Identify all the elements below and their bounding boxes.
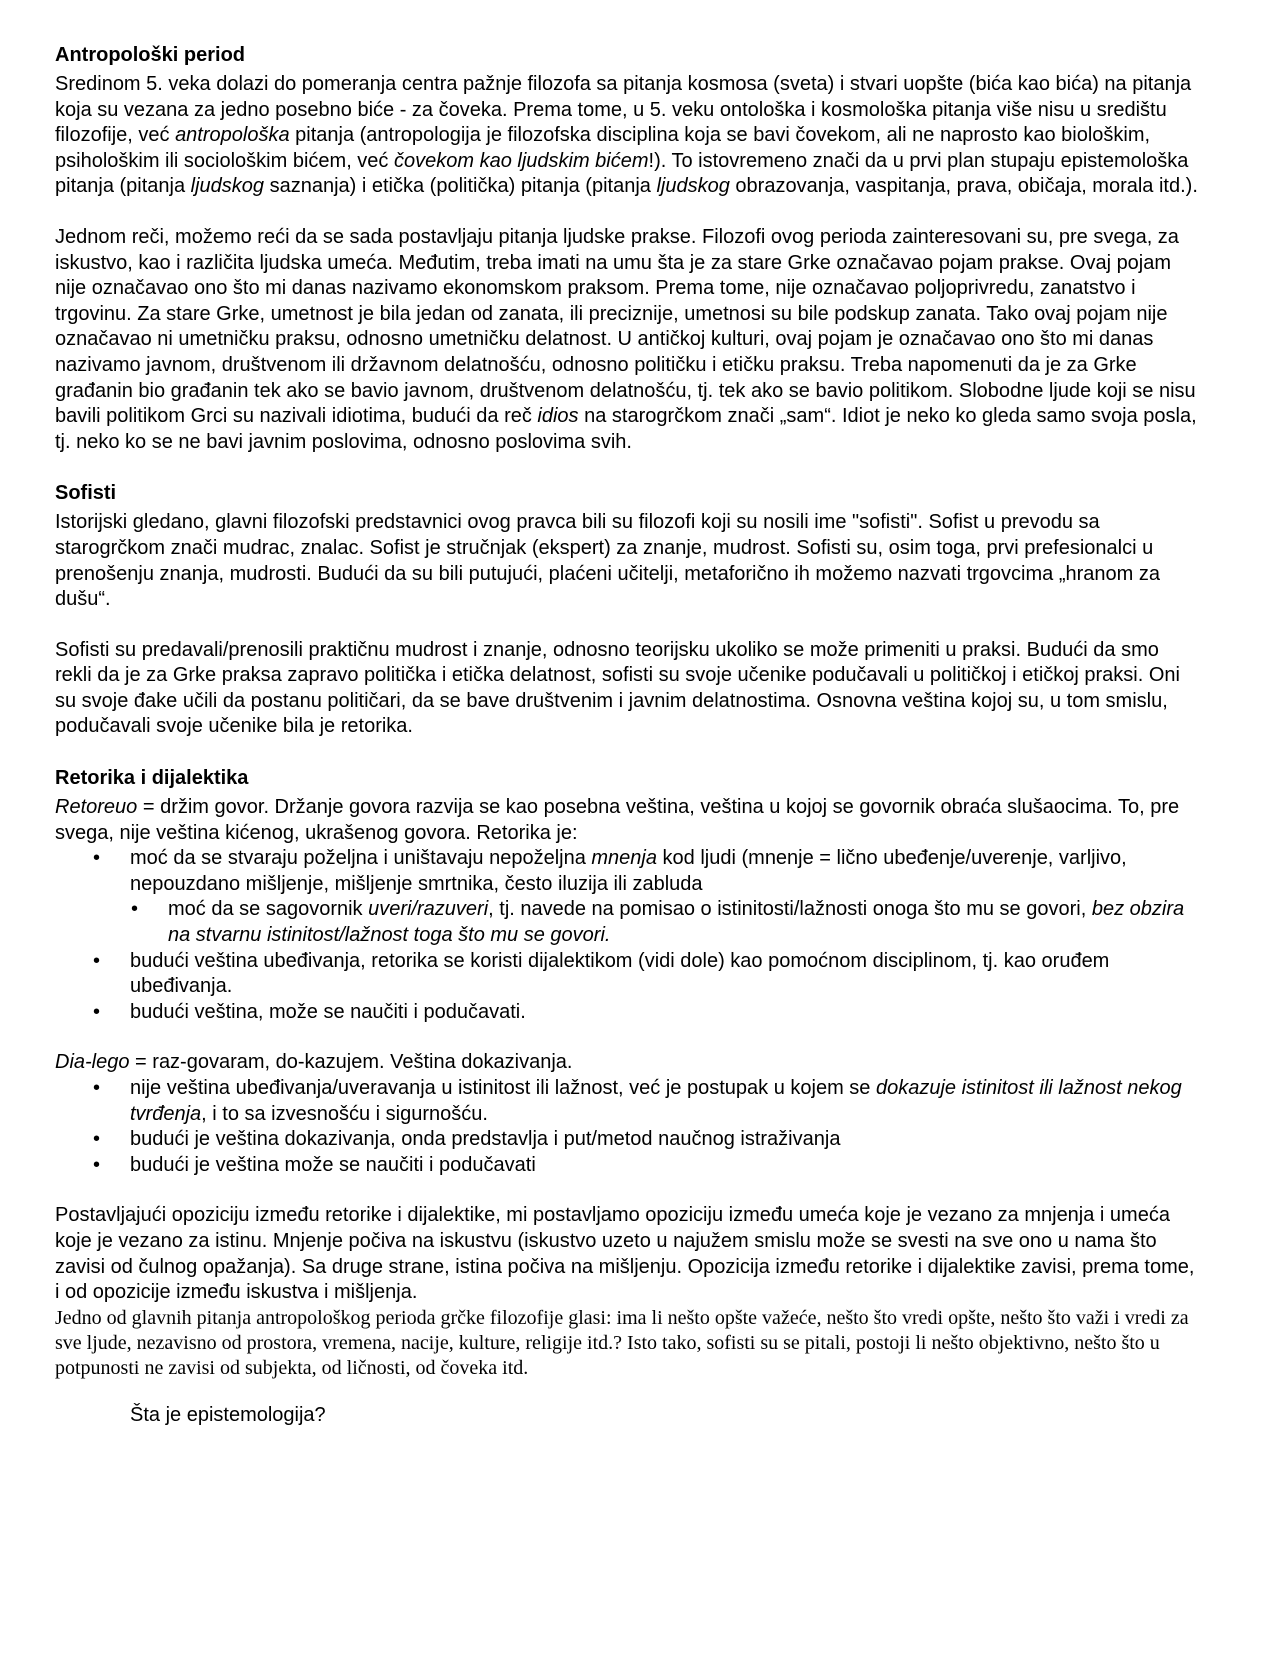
list-item xyxy=(55,1076,1200,1127)
text-run: nije veština ubeđivanja/uveravanja u istinitost ili lažnost, već je postupak u kojem se xyxy=(130,1077,876,1099)
list-item: • budući veština, može se naučiti i podučavati. xyxy=(55,1000,1200,1026)
italic-run: bez obzira na stvarnu istinitost/lažnost toga što mu se govori. xyxy=(168,898,1185,947)
text-run: moć da se stvaraju poželjna i uništavaju nepoželjna xyxy=(130,847,592,870)
text-run: saznanja) i etička (politička) pitanja (pitanja xyxy=(264,175,657,198)
list-item xyxy=(55,846,1200,897)
italic-run: Retoreuo xyxy=(55,796,138,819)
text-run: = držim govor. Držanje govora razvija se kao posebna veština, veština u kojoj se govornik obraća slušaocima. To, pre svega, nije veština kićenog, ukrašenog govora. Retorika je: xyxy=(55,796,1180,844)
text-run: obrazovanja, vaspitanja, prava, običaja, morala itd.). xyxy=(729,175,1198,198)
italic-run: idios xyxy=(537,405,579,428)
italic-run: mnenja xyxy=(591,847,657,870)
text-run: moć da se sagovornik xyxy=(168,898,369,921)
italic-run: Dia-lego xyxy=(55,1051,130,1074)
text-run: na starogrčkom znači „sam“. Idiot je neko ko gleda samo svoja posla, tj. neko ko se ne bavi javnim poslovima, odnosno poslovima svih. xyxy=(55,405,1197,453)
italic-run: ljudskog xyxy=(656,175,730,198)
italic-run: dokazuje istinitost ili lažnost nekog tvrđenja xyxy=(130,1077,1182,1125)
question-epistemologija: Šta je epistemologija? xyxy=(130,1403,326,1426)
italic-run: uveri/razuveri xyxy=(368,898,489,921)
list-item: • budući je veština može se naučiti i podučavati xyxy=(55,1153,1200,1179)
italic-run: antropološka xyxy=(175,124,290,147)
text-run: Jednom reči, možemo reći da se sada postavljaju pitanja ljudske prakse. Filozofi ovog perioda zainteresovani su, pre svega, za iskustvo, kao i različita ljudska umeća. Međutim, treba imati na umu šta je za stare Grke označavao pojam prakse. Ovaj pojam nije označavao ono što mi danas nazivamo ekonomskom praksom. Prema tome, nije označavao poljoprivredu, zanatstvo i trgovinu. Za stare Grke, umetnost je bila jedan od zanata, ili preciznije, umetnosi su bile podskup zanata. Tako ovaj pojam nije označavao ni umetničku praksu, odnosno umetničku delatnost. U antičkoj kulturi, ovaj pojam je označavao ono što mi danas nazivamo javnom, društvenom ili državnom delatnošću, odnosno političku i etičku praksu. Treba napomenuti da je za Grke građanin bio građanin tek ako se bavio javnom, društvenom delatnošću, tj. tek ako se bavio politikom. Slobodne ljude koji se nisu bavili politikom Grci su nazivali idiotima, budući da reč xyxy=(55,225,1196,428)
paragraph-sofisti-2: Sofisti su predavali/prenosili praktičnu mudrost i znanje, odnosno teorijsku ukoliko se može primeniti u praksi. Budući da smo rekli da je za Grke praksa zapravo politička i etička delatnost, sofisti su svoje učenike podučavali u političkoj i etičkoj praksi. Oni su svoje đake učili da postanu političari, da se bave društvenim i javnim delatnostima. Osnovna veština kojoj su, u tom smislu, podučavali svoje učenike bila je retorika. xyxy=(55,638,1180,738)
list-item: • budući veština ubeđivanja, retorika se koristi dijalektikom (vidi dole) kao pomoćnom disciplinom, tj. kao oruđem ubeđivanja. xyxy=(55,949,1200,1000)
paragraph-sofisti-1: Istorijski gledano, glavni filozofski predstavnici ovog pravca bili su filozofi koji su nosili ime "sofisti". Sofist u prevodu sa starogrčkom znači mudrac, znalac. Sofist je stručnjak (ekspert) za znanje, mudrost. Sofisti su, osim toga, prvi prefesionalci u prenošenju znanja, mudrosti. Budući da su bili putujući, plaćeni učitelji, metaforično ih možemo nazvati trgovcima „hranom za dušu“. xyxy=(55,511,1160,611)
italic-run: ljudskog xyxy=(190,175,265,198)
text-run: Sredinom 5. veka dolazi do pomeranja centra pažnje filozofa sa pitanja kosmosa (sveta) i stvari uopšte (bića kao bića) na pitanja koja su vezana za jedno posebno biće - za čoveka. Prema tome, u 5. veku ontološka i kosmološka pitanja više nisu u središtu filozofije, već xyxy=(55,73,1192,147)
heading-retorika-i-dijalektika: Retorika i dijalektika xyxy=(55,767,249,790)
paragraph-anthro-2 xyxy=(55,225,1200,455)
paragraph-anthro-1 xyxy=(55,72,1200,200)
paragraph-dia-lego xyxy=(55,1050,1200,1076)
text-run: , tj. navede na pomisao o istinitosti/lažnosti onoga što mu se govori, xyxy=(488,898,1092,921)
text-run: = raz-govaram, do-kazujem. Veština dokazivanja. xyxy=(129,1051,573,1074)
text-run: , i to sa izvesnošću i sigurnošću. xyxy=(201,1102,488,1125)
dijalektika-list xyxy=(55,1076,1200,1178)
text-run: !). To istovremeno znači da u prvi plan stupaju epistemološka pitanja (pitanja xyxy=(55,149,1189,198)
text-run: pitanja (antropologija je filozofska disciplina koja se bavi čovekom, ali ne naprosto kao biološkim, psihološkim ili sociološkim bićem, već xyxy=(55,124,1151,172)
heading-antropoloski-period: Antropološki period xyxy=(55,44,245,66)
list-item: • budući je veština dokazivanja, onda predstavlja i put/metod naučnog istraživanja xyxy=(55,1127,1200,1153)
italic-run: čovekom kao ljudskim bićem xyxy=(393,149,649,172)
heading-sofisti: Sofisti xyxy=(55,482,117,505)
retorika-list xyxy=(55,846,1200,1025)
paragraph-retorika-intro xyxy=(55,795,1200,846)
paragraph-glavno-pitanje: Jedno od glavnih pitanja antropološkog perioda grčke filozofije glasi: ima li nešto opšte važeće, nešto što vredi opšte, nešto što važi i vredi za sve ljude, nezavisno od prostora, vremena, nacije, kulture, religije itd.? Isto tako, sofisti su se pitali, postoji li nešto objektivno, nešto što u potpunosti ne zavisi od subjekta, od ličnosti, od čoveka itd. xyxy=(55,1306,1189,1379)
paragraph-opozicija: Postavljajući opoziciju između retorike i dijalektike, mi postavljamo opoziciju između umeća koje je vezano za mnjenja i umeća koje je vezano za istinu. Mnjenje počiva na iskustvu (iskustvo uzeto u najužem smislu može se svesti na sve ono u nama što zavisi od čulnog opažanja). Sa druge strane, istina počiva na mišljenju. Opozicija između retorike i dijalektike zavisi, prema tome, i od opozicije između iskustva i mišljenja. xyxy=(55,1204,1195,1304)
text-run: kod ljudi (mnenje = lično ubeđenje/uverenje, varljivo, nepouzdano mišljenje, mišljenje smrtnika, često iluzija ili zabluda xyxy=(130,847,1127,895)
list-item xyxy=(55,897,1200,948)
